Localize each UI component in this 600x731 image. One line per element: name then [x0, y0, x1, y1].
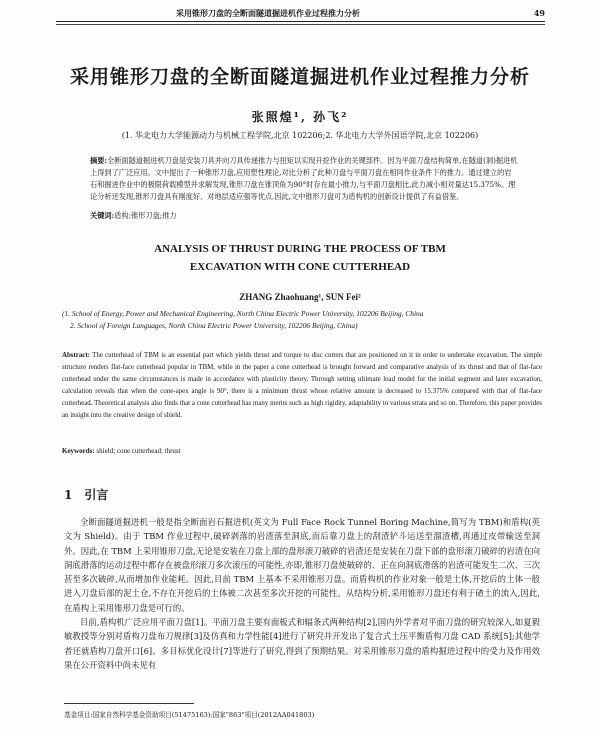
- section-number: 1: [64, 488, 73, 502]
- keywords-cn: [90, 211, 518, 221]
- paper-title-en-line2: EXCAVATION WITH CONE CUTTERHEAD: [189, 261, 411, 273]
- abstract-cn-text: 全断面隧道掘进机刀盘是安装刀具并向刀具传递推力与扭矩以实现开挖作业的关键部件。因为平面刀盘结构简单,在隧道(洞)掘进机上得到了广泛应用。文中提出了一种锥形刀盘,应用塑性理论,对比分析了此种刀盘与平面刀盘在相同作业条件下的推力。通过建立的岩石和掘进作业中的极限荷载模型并求解发现,锥形刀盘在锥顶角为90°时存在最小推力,与平面刀盘相比,此力减小相对量达15.375%。理论分析还发现,锥形刀盘具有刚度好、对地层适应强等优点,因此,文中锥形刀盘可为盾构机的创新设计提供了有益借鉴。: [90, 156, 518, 201]
- header-rule-thin: [56, 24, 545, 25]
- keywords-en-label: Keywords:: [62, 447, 95, 455]
- section-title: 引言: [84, 488, 109, 502]
- paper-title-en-line1: ANALYSIS OF THRUST DURING THE PROCESS OF TBM: [154, 243, 446, 255]
- body-paragraph-2: 目前,盾构机广泛应用平面刀盘[1]。平面刀盘主要有面板式和辐条式两种结构[2],国内外学者对平面刀盘的研究较深入,如夏毅敏教授等分别对盾构刀盘布刀规律[3]及仿真和力学性能[4]进行了研究并开发出了复合式土压平衡盾构刀盘 CAD 系统[5];其他学者还就盾构刀盘开口[6]、多目标优化设计[7]等进行了研究,得到了预期结果。对采用锥形刀盘的盾构掘进过程中的受力及作用效果在公开资料中尚未见有: [64, 617, 540, 670]
- keywords-en-text: shield; cone cutterhead; thrust: [96, 447, 181, 455]
- page-number: 49: [533, 8, 545, 18]
- header-rule: [56, 21, 545, 22]
- affiliation-en: [62, 308, 552, 332]
- section-heading: [64, 486, 120, 503]
- running-title: 采用锥形刀盘的全断面隧道掘进机作业过程推力分析: [176, 7, 360, 18]
- paper-title-cn: 采用锥形刀盘的全断面隧道掘进机作业过程推力分析: [69, 66, 530, 88]
- abstract-cn-label: 摘要:: [90, 156, 108, 165]
- footnote-funding: 基金项目:国家自然科学基金资助项目(51475163);国家"863"项目(2012AA041803): [64, 711, 315, 719]
- paper-title-en: [0, 240, 600, 276]
- body-paragraph-1: 全断面隧道掘进机一般是指全断面岩石掘进机(英文为 Full Face Rock Tunnel Boring Machine,简写为 TBM)和盾构(英文为 Shield)。由于 TBM 作业过程中,破碎剥落的岩渣落至洞底,而后靠刀盘上的刮渣铲斗运送至溜渣槽,再通过皮带输送至洞外。因此,在 TBM 上采用锥形刀盘,无论是安装在刀盘上部的盘形滚刀破碎的岩渣还是安装在刀盘下部的盘形滚刀破碎的岩渣在向洞底滑落的运动过程中都存在被盘形滚刀多次滚压的可能性,亦即,锥形刀盘使破碎的、正在向洞底滑落的岩渣可能发生二次、三次甚至多次破碎,从而增加作业能耗。因此,目前 TBM 上基本不采用锥形刀盘。而盾构机的作业对象一般是土体,开挖后的土体一般进入刀盘后部的泥土仓,不存在开挖后的土体被二次甚至多次开挖的可能性。从结构分析,采用锥形刀盘还有利于碴土的流入,因此,在盾构上采用锥形刀盘是可行的。: [64, 517, 540, 613]
- keywords-cn-label: 关键词:: [90, 211, 115, 220]
- affiliation-en-line2: 2. School of Foreign Languages, North China Electric Power University, 102206 Beijing, China): [70, 321, 358, 330]
- abstract-cn: [90, 155, 518, 203]
- affiliation-en-line1: (1. School of Energy, Power and Mechanical Engineering, North China Electric Power University, 102206 Beijing, China: [62, 309, 424, 318]
- footnote-rule: [64, 703, 194, 704]
- affiliation-cn: (1. 华北电力大学能源动力与机械工程学院,北京 102206;2. 华北电力大学外国语学院,北京 102206): [121, 131, 479, 140]
- authors-en: ZHANG Zhaohuang¹, SUN Fei²: [239, 292, 361, 302]
- section-body: [64, 515, 540, 672]
- authors-cn: 张照煌¹, 孙飞²: [251, 110, 349, 124]
- abstract-en-label: Abstract:: [62, 352, 90, 359]
- keywords-cn-text: 盾构;锥形刀盘;推力: [114, 211, 177, 220]
- abstract-en: [62, 350, 542, 421]
- abstract-en-text: The cutterhead of TBM is an essential part which yields thrust and torque to disc cutters that are positioned on it in order to undertake excavation. The simple structure renders flat-face cutterhead popular in TBM, while in the paper a cone cutterhead is brought forward and comparative analysis of its thrust and that of flat-face cutterhead under the same circumstances is made in accordance with plasticity theory. Through setting ultimate load model for the initial segment and later excavation, calculation reveals that when the cone-apex angle is 90°, there is a minimum thrust whose relative amount is decreased to 15.375% compared with that of flat-face cutterhead. Theoretical analysis also finds that a cone cutterhead has many merits such as high rigidity, adaptability to various strata and so on. Therefore, this paper provides an insight into the creative design of shield.: [62, 352, 542, 419]
- keywords-en: [62, 447, 542, 455]
- running-header: [56, 6, 545, 20]
